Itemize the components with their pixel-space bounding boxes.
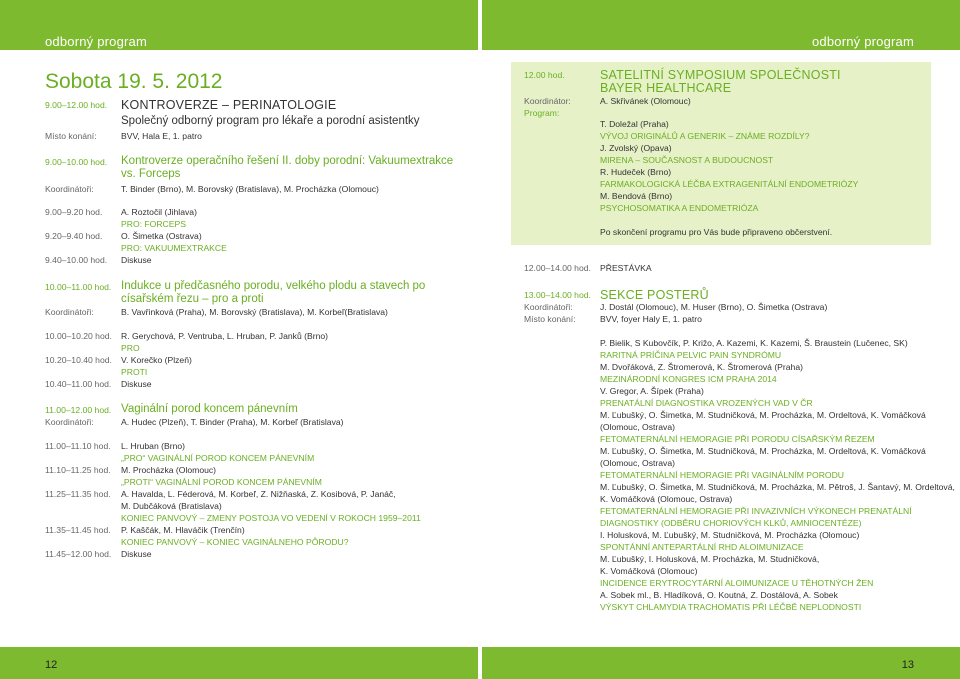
posters-time: 13.00–14.00 hod. — [524, 290, 591, 300]
s1-subtitle: Společný odborný program pro lékaře a porodní asistentky — [121, 115, 420, 127]
sym-coord-label: Koordinátor: — [524, 96, 571, 106]
s2-row3-time: 9.40–10.00 hod. — [45, 255, 108, 265]
s4-coord: A. Hudec (Plzeň), T. Binder (Praha), M. Korbeľ (Bratislava) — [121, 417, 344, 427]
s4-row5-time: 11.45–12.00 hod. — [45, 549, 112, 559]
header-title-left: odborný program — [45, 34, 147, 49]
s3-coord-label: Koordinátoři: — [45, 307, 94, 317]
s4-row3-time: 11.25–11.35 hod. — [45, 489, 111, 499]
s4-title: Vaginální porod koncem pánevním — [121, 403, 298, 415]
poster1-name: P. Bielik, S Kubovčík, P. Križo, A. Kazemi, K. Kazemi, Š. Braustein (Lučenec, SK) — [600, 338, 908, 348]
poster2-name: M. Dvořáková, Z. Štromerová, K. Štromerová (Praha) — [600, 362, 803, 372]
poster4-name: M. Ľubušký, O. Šimetka, M. Studničková, M. Procházka, M. Ordeltová, K. Vomáčková — [600, 410, 926, 420]
s4-row2-topic: „PROTI“ VAGINÁLNÍ POROD KONCEM PÁNEVNÍM — [121, 477, 322, 487]
poster3-topic: PRENATÁLNÍ DIAGNOSTIKA VROZENÝCH VAD V ČR — [600, 398, 813, 408]
poster6-topic2: DIAGNOSTIKY (ODBĚRU CHORIOVÝCH KLKŮ, AMNIOCENTÉZE) — [600, 518, 862, 528]
s3-title1: Indukce u předčasného porodu, velkého plodu a stavech po — [121, 280, 426, 292]
s1-place: BVV, Hala E, 1. patro — [121, 131, 202, 141]
sym-note: Po skončení programu pro Vás bude připraveno občerstvení. — [600, 227, 833, 237]
sym-item2-topic: MIRENA – SOUČASNOST A BUDOUCNOST — [600, 155, 774, 165]
day-title: Sobota 19. 5. 2012 — [45, 70, 223, 93]
s4-row3-topic: KONIEC PANVOVÝ – ZMENY POSTOJA VO VEDENÍ V ROKOCH 1959–2011 — [121, 513, 421, 523]
s4-row1-topic: „PRO“ VAGINÁLNÍ POROD KONCEM PÁNEVNÍM — [121, 453, 315, 463]
poster4-name2: (Olomouc, Ostrava) — [600, 422, 675, 432]
s2-row1-time: 9.00–9.20 hod. — [45, 207, 103, 217]
sym-item2-name: J. Zvolský (Opava) — [600, 143, 672, 153]
s1-title: KONTROVERZE – PERINATOLOGIE — [121, 98, 337, 112]
header-bar-right — [482, 0, 960, 50]
s4-row4-time: 11.35–11.45 hod. — [45, 525, 111, 535]
s4-row5-name: Diskuse — [121, 549, 152, 559]
sym-item3-name: R. Hudeček (Brno) — [600, 167, 672, 177]
s3-row2-time: 10.20–10.40 hod. — [45, 355, 112, 365]
footer-bar-right — [482, 647, 960, 679]
poster2-topic: MEZINÁRODNÍ KONGRES ICM PRAHA 2014 — [600, 374, 777, 384]
poster9-topic: VÝSKYT CHLAMYDIA TRACHOMATIS PŘI LÉČBĚ NEPLODNOSTI — [600, 602, 862, 612]
sym-title1: SATELITNÍ SYMPOSIUM SPOLEČNOSTI — [600, 68, 841, 82]
sym-title2: BAYER HEALTHCARE — [600, 81, 732, 95]
footer-bar-left — [0, 647, 478, 679]
s4-row3-name2: M. Dubčáková (Bratislava) — [121, 501, 222, 511]
s3-time: 10.00–11.00 hod. — [45, 282, 112, 292]
poster6-name: M. Ľubušký, O. Šimetka, M. Studničková, M. Procházka, M. Pětroš, J. Šantavý, M. Ordeltová, — [600, 482, 955, 492]
s3-row2-name: V. Korečko (Plzeň) — [121, 355, 192, 365]
s2-row2-name: O. Šimetka (Ostrava) — [121, 231, 202, 241]
s1-time: 9.00–12.00 hod. — [45, 100, 108, 110]
posters-title: SEKCE POSTERŮ — [600, 288, 709, 302]
s2-time: 9.00–10.00 hod. — [45, 157, 108, 167]
poster6-name2: K. Vomáčková (Olomouc, Ostrava) — [600, 494, 733, 504]
sym-item1-topic: VÝVOJ ORIGINÁLŮ A GENERIK – ZNÁME ROZDÍLY? — [600, 131, 810, 141]
poster8-topic: INCIDENCE ERYTROCYTÁRNÍ ALOIMUNIZACE U TĚHOTNÝCH ŽEN — [600, 578, 874, 588]
s2-row1-name: A. Roztočil (Jihlava) — [121, 207, 197, 217]
poster7-name: I. Holusková, M. Ľubušký, M. Studničková, M. Procházka (Olomouc) — [600, 530, 860, 540]
s4-row1-name: L. Hruban (Brno) — [121, 441, 186, 451]
s2-row1-topic: PRO: FORCEPS — [121, 219, 186, 229]
s4-coord-label: Koordinátoři: — [45, 417, 94, 427]
poster5-name: M. Ľubušký, O. Šimetka, M. Studničková, M. Procházka, M. Ordeltová, K. Vomáčková — [600, 446, 926, 456]
s2-coord: T. Binder (Brno), M. Borovský (Bratislava), M. Procházka (Olomouc) — [121, 184, 379, 194]
s4-row4-name: P. Kaščák, M. Hlaváčik (Trenčín) — [121, 525, 245, 535]
s4-row2-time: 11.10–11.25 hod. — [45, 465, 111, 475]
sym-item4-topic: PSYCHOSOMATIKA A ENDOMETRIÓZA — [600, 203, 759, 213]
poster8-name: M. Ľubušký, I. Holusková, M. Procházka, M. Studničková, — [600, 554, 820, 564]
s3-title2: císařském řezu – pro a proti — [121, 293, 264, 305]
poster6-topic: FETOMATERNÁLNÍ HEMORAGIE PŘI INVAZIVNÍCH VÝKONECH PRENATÁLNÍ — [600, 506, 912, 516]
poster3-name: V. Gregor, A. Šípek (Praha) — [600, 386, 704, 396]
sym-time: 12.00 hod. — [524, 70, 565, 80]
s2-row2-time: 9.20–9.40 hod. — [45, 231, 103, 241]
s3-row1-time: 10.00–10.20 hod. — [45, 331, 112, 341]
header-bar-left — [0, 0, 478, 50]
s2-title1: Kontroverze operačního řešení II. doby porodní: Vakuumextrakce — [121, 155, 454, 167]
s3-row1-topic: PRO — [121, 343, 140, 353]
poster5-name2: (Olomouc, Ostrava) — [600, 458, 675, 468]
s3-row1-name: R. Gerychová, P. Ventruba, L. Hruban, P. Janků (Brno) — [121, 331, 328, 341]
sym-program-label: Program: — [524, 108, 560, 118]
s2-title2: vs. Forceps — [121, 168, 181, 180]
page-number-right: 13 — [901, 659, 914, 671]
s3-row2-topic: PROTI — [121, 367, 148, 377]
posters-coord-label: Koordinátoři: — [524, 302, 573, 312]
poster8-name2: K. Vomáčková (Olomouc) — [600, 566, 698, 576]
poster7-topic: SPONTÁNNÍ ANTEPARTÁLNÍ RHD ALOIMUNIZACE — [600, 542, 804, 552]
pause-time: 12.00–14.00 hod. — [524, 263, 591, 273]
s3-row3-name: Diskuse — [121, 379, 152, 389]
header-title-right: odborný program — [812, 34, 914, 49]
poster4-topic: FETOMATERNÁLNÍ HEMORAGIE PŘI PORODU CÍSAŘSKÝM ŘEZEM — [600, 434, 875, 444]
page-gutter — [478, 0, 482, 679]
posters-place: BVV, foyer Haly E, 1. patro — [600, 314, 702, 324]
posters-place-label: Místo konání: — [524, 314, 576, 324]
s4-time: 11.00–12.00 hod. — [45, 405, 112, 415]
s2-row3-name: Diskuse — [121, 255, 152, 265]
pause-title: PŘESTÁVKA — [600, 263, 652, 273]
sym-coord: A. Skřivánek (Olomouc) — [600, 96, 691, 106]
s4-row3-name: A. Havalda, L. Féderová, M. Korbeľ, Z. Nižňaská, Z. Kosibová, P. Janáč, — [121, 489, 396, 499]
s2-coord-label: Koordinátoři: — [45, 184, 94, 194]
poster9-name: A. Sobek ml., B. Hladíková, O. Koutná, Z. Dostálová, A. Sobek — [600, 590, 838, 600]
s3-row3-time: 10.40–11.00 hod. — [45, 379, 112, 389]
sym-item4-name: M. Bendová (Brno) — [600, 191, 673, 201]
s3-coord: B. Vavřinková (Praha), M. Borovský (Bratislava), M. Korbeľ(Bratislava) — [121, 307, 388, 317]
s2-row2-topic: PRO: VAKUUMEXTRAKCE — [121, 243, 227, 253]
sym-item1-name: T. Doležal (Praha) — [600, 119, 669, 129]
poster1-topic: RARITNÁ PRÍČINA PELVIC PAIN SYNDRÓMU — [600, 350, 782, 360]
s4-row2-name: M. Procházka (Olomouc) — [121, 465, 217, 475]
s4-row4-topic: KONIEC PANVOVÝ – KONIEC VAGINÁLNEHO PÔRODU? — [121, 537, 349, 547]
s4-row1-time: 11.00–11.10 hod. — [45, 441, 111, 451]
posters-coord: J. Dostál (Olomouc), M. Huser (Brno), O. Šimetka (Ostrava) — [600, 302, 828, 312]
s1-place-label: Místo konání: — [45, 131, 97, 141]
page-number-left: 12 — [45, 659, 58, 671]
poster5-topic: FETOMATERNÁLNÍ HEMORAGIE PŘI VAGINÁLNÍM PORODU — [600, 470, 844, 480]
sym-item3-topic: FARMAKOLOGICKÁ LÉČBA EXTRAGENITÁLNÍ ENDOMETRIÓZY — [600, 179, 859, 189]
